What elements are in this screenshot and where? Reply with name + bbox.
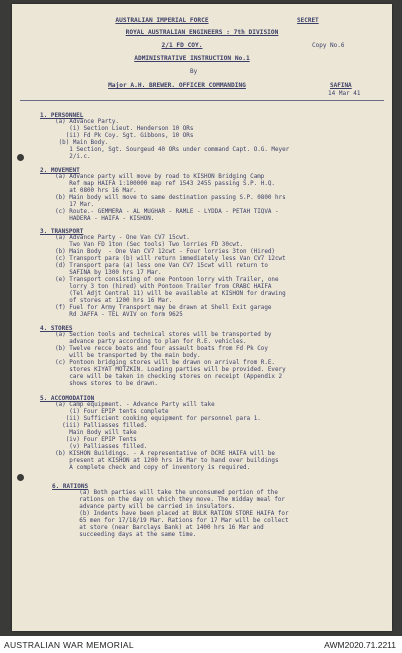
section-line: care will be taken in checking stores on receipt (Appendix 2 xyxy=(48,374,283,380)
header-date: 14 Mar 41 xyxy=(328,90,361,97)
section-line: rations on the day on which they move. The midday meal for xyxy=(58,497,285,503)
footer-accession-number: AWM2020.71.2211 xyxy=(324,640,396,650)
section-line: at 0800 hrs 16 Mar. xyxy=(48,188,137,194)
section-line: Main Body will take xyxy=(48,430,137,436)
section-line: at store (near Barclays Bank) at 1400 hrs 16 Mar and xyxy=(58,525,264,531)
header-classification: SECRET xyxy=(297,17,319,24)
header-sub-unit: 2/1 FD COY. xyxy=(161,42,203,49)
section-line: (a) Camp equipment. - Advance Party will take xyxy=(48,402,215,408)
section-line: Rd JAFFA - TEL AVIV on form 9625 xyxy=(48,312,183,318)
header-unit: ROYAL AUSTRALIAN ENGINEERS : 7th DIVISION xyxy=(125,29,279,36)
section-line: 17 Mar. xyxy=(48,202,95,208)
punch-hole xyxy=(17,154,24,161)
section-line: (i) Four EPIP tents complete xyxy=(48,409,169,415)
section-line: (c) Transport para (b) will return immediately less Van CV7 12cwt xyxy=(48,256,286,262)
section-line: (ii) Sufficient cooking equipment for personnel para 1. xyxy=(48,416,261,422)
footer-institution: AUSTRALIAN WAR MEMORIAL xyxy=(4,640,134,650)
section-line: HADERA - HAIFA - KISHON. xyxy=(48,216,155,222)
section-line: (b) Main Body. xyxy=(48,140,109,146)
section-line: lorry 3 ton (hired) with Pontoon Trailer from CRABC HAIFA xyxy=(48,284,272,290)
section-line: (a) Both parties will take the unconsumed portion of the xyxy=(58,490,278,496)
section-title: 4. STORES xyxy=(40,325,73,332)
section-line: (f) Fuel for Army Transport may be drawn at Shell Exit garage xyxy=(48,305,272,311)
section-line: (ii) Fd Pk Coy. Sgt. Gibbons, 10 ORs xyxy=(48,133,194,139)
header-place: SAFINA xyxy=(330,82,352,89)
header-by: By xyxy=(190,68,198,75)
section-line: (iv) Four EPIP Tents xyxy=(48,437,137,443)
section-line: of stores at 1200 hrs 16 Mar. xyxy=(48,298,173,304)
section-title: 3. TRANSPORT xyxy=(40,228,84,235)
section-line: succeeding days at the same time. xyxy=(58,532,197,538)
section-line: SAFINA by 1300 hrs 17 Mar. xyxy=(48,270,162,276)
archive-footer xyxy=(0,636,402,653)
section-line: Two Van FD 1ton (Sec tools) Two lorries FD 30cwt. xyxy=(48,242,244,248)
section-title: 5. ACCOMODATION xyxy=(40,395,95,402)
section-line: 1 Section, Sgt. Sourgeud 40 ORs under command Capt. O.G. Meyer xyxy=(48,147,290,153)
punch-hole xyxy=(17,474,24,481)
section-line: (c) Pontoon bridging stores will be drawn on arrival from R.E. xyxy=(48,360,275,366)
section-line: (c) Route.- GEMMERA - AL MUGHAR - RAMLE - LYDDA - PETAH TIQVA - xyxy=(48,209,279,215)
section-line: advance party according to plan for R.E. vehicles. xyxy=(48,339,247,345)
section-line: advance party will be carried in insulators. xyxy=(58,504,236,510)
section-line: (b) Main Body - One Van CV7 12cwt - Four lorries 3ton (Hired) xyxy=(48,249,275,255)
section-line: (a) Advance Party - One Van CV7 15cwt. xyxy=(48,235,190,241)
section-line: present at KISHON at 1200 hrs 16 Mar to hand over buildings xyxy=(48,458,279,464)
section-line: (e) Transport consisting of one Pontoon lorry with Trailer, one xyxy=(48,277,279,283)
section-line: 2/i.c. xyxy=(48,154,91,160)
section-line: (i) Section Lieut. Henderson 10 ORs xyxy=(48,126,194,132)
section-line: (b) KISHON Buildings. - A representative of DCRE HAIFA will be xyxy=(48,451,275,457)
header-copy: Copy No.6 xyxy=(312,42,345,49)
section-line: shows stores to be drawn. xyxy=(48,381,158,387)
section-line: (Tel Adjt Central 11) will be available at KISHON for drawing xyxy=(48,291,286,297)
section-line: (a) Advance Party. xyxy=(48,119,119,125)
section-line: (v) Palliasses filled. xyxy=(48,444,148,450)
section-line: will be transported by the main body. xyxy=(48,353,201,359)
section-title: 1. PERSONNEL xyxy=(40,112,84,119)
section-title: 2. MOVEMENT xyxy=(40,167,80,174)
section-line: (b) Main body will move to same destination passing S.P. 0800 hrs xyxy=(48,195,286,201)
section-line: stores KIYAT MOTZKIN. Loading parties will be provided. Every xyxy=(48,367,286,373)
section-line: (b) Twelve recce boats and four assault boats from Fd Pk Coy xyxy=(48,346,268,352)
section-line: Ref map HAIFA 1:100000 map ref 1543 2455 passing S.P. H.Q. xyxy=(48,181,275,187)
header-author: Major A.H. BREWER. OFFICER COMMANDING xyxy=(108,82,246,89)
document-page xyxy=(12,4,392,631)
section-line: (a) Advance party will move by road to KISHON Bridging Camp xyxy=(48,174,265,180)
header-doc-title: ADMINISTRATIVE INSTRUCTION No.1 xyxy=(134,55,250,62)
section-title: 6. RATIONS xyxy=(52,483,89,490)
section-line: A complete check and copy of inventory is required. xyxy=(48,465,251,471)
header-divider xyxy=(20,100,384,101)
header-org: AUSTRALIAN IMPERIAL FORCE xyxy=(115,17,209,24)
section-line: (a) Section tools and technical stores will be transported by xyxy=(48,332,272,338)
section-line: (b) Indents have been placed at BULK RATION STORE HAIFA for xyxy=(58,511,289,517)
section-line: 65 men for 17/18/19 Mar. Rations for 17 Mar will be collect xyxy=(58,518,289,524)
section-line: (d) Transport para (a) less one Van CV7 15cwt will return to xyxy=(48,263,268,269)
section-line: (iii) Palliasses filled. xyxy=(48,423,148,429)
